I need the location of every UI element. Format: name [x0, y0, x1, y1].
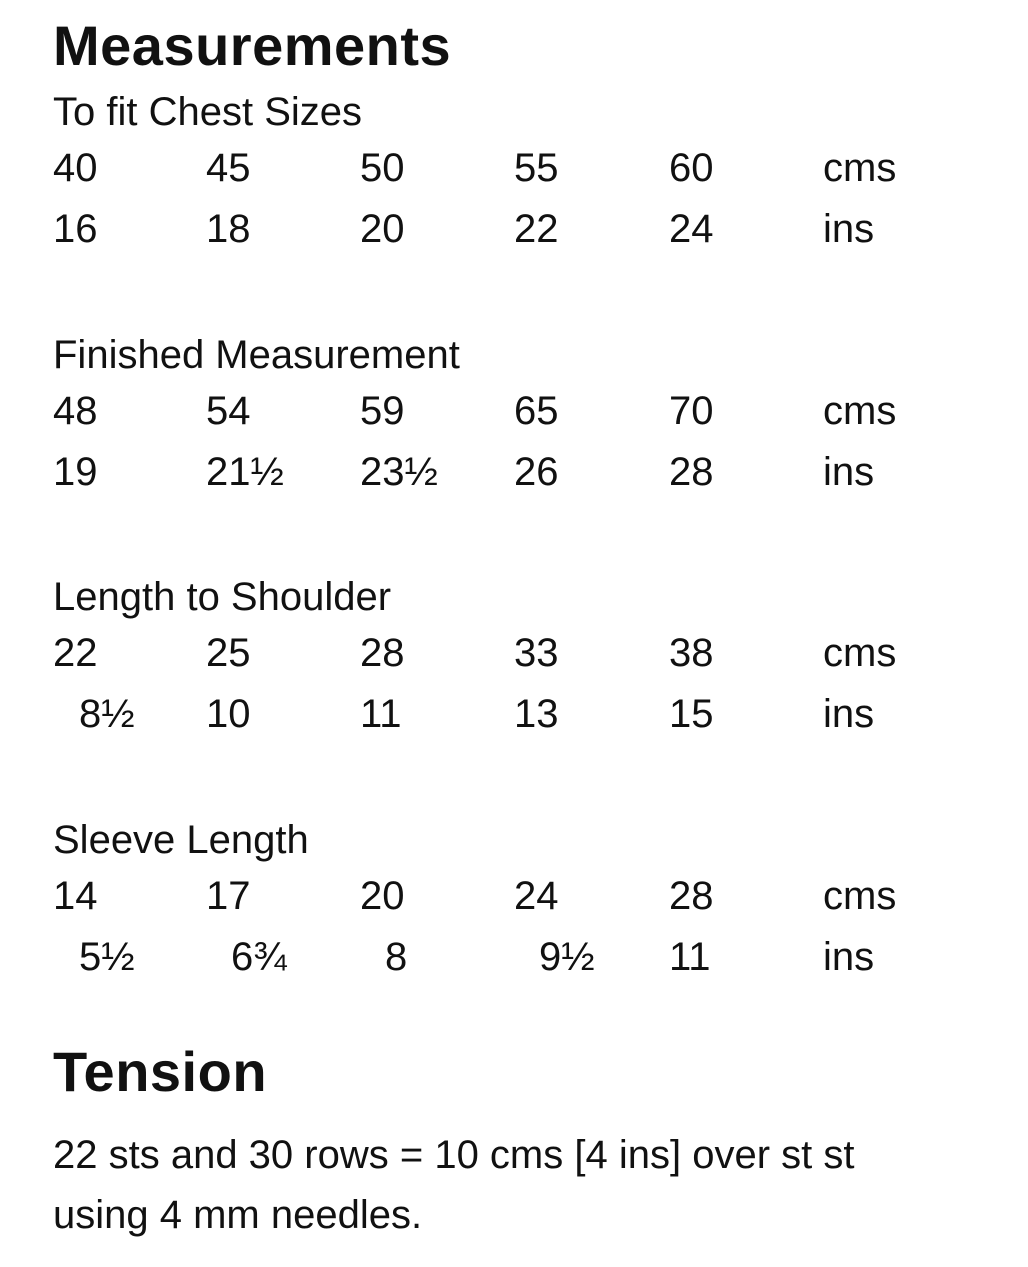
- value-cell: 9½: [539, 935, 595, 979]
- value-cell: 11: [360, 692, 402, 736]
- value-cell: 13: [514, 692, 559, 736]
- tension-line: using 4 mm needles.: [53, 1193, 423, 1237]
- value-cell: 55: [514, 146, 559, 190]
- ins-row: [53, 694, 1013, 755]
- value-cell: 48: [53, 389, 98, 433]
- value-cell: 11: [669, 935, 711, 979]
- value-cell: 28: [669, 450, 714, 494]
- value-cell: 14: [53, 874, 98, 918]
- value-cell: 15: [669, 692, 714, 736]
- cms-row: [53, 633, 1013, 694]
- tension-line: 22 sts and 30 rows = 10 cms [4 ins] over st st: [53, 1133, 855, 1177]
- unit-label: ins: [823, 207, 875, 251]
- value-cell: 8½: [79, 692, 135, 736]
- value-cell: 59: [360, 389, 405, 433]
- ins-row: [53, 209, 1013, 270]
- value-cell: 23½: [360, 450, 438, 494]
- value-cell: 60: [669, 146, 714, 190]
- value-cell: 22: [53, 631, 98, 675]
- value-cell: 24: [669, 207, 714, 251]
- ins-row: [53, 937, 1013, 998]
- unit-label: cms: [823, 146, 897, 190]
- unit-label: ins: [823, 692, 875, 736]
- value-cell: 26: [514, 450, 559, 494]
- value-cell: 25: [206, 631, 251, 675]
- tension-description: [53, 1125, 1013, 1245]
- finished-measurement-section: [53, 335, 1013, 513]
- unit-label: ins: [823, 935, 875, 979]
- section-title: Length to Shoulder: [53, 575, 392, 619]
- value-cell: 24: [514, 874, 559, 918]
- unit-label: cms: [823, 631, 897, 675]
- section-title: Finished Measurement: [53, 333, 460, 377]
- tension-heading: Tension: [53, 1040, 268, 1103]
- cms-row: [53, 148, 1013, 209]
- cms-row: [53, 876, 1013, 937]
- length-to-shoulder-section: [53, 577, 1013, 755]
- value-cell: 18: [206, 207, 251, 251]
- value-cell: 28: [669, 874, 714, 918]
- unit-label: cms: [823, 874, 897, 918]
- value-cell: 21½: [206, 450, 284, 494]
- value-cell: 8: [385, 935, 408, 979]
- chest-sizes-section: [53, 92, 1013, 270]
- value-cell: 6¾: [231, 935, 287, 979]
- value-cell: 10: [206, 692, 251, 736]
- value-cell: 19: [53, 450, 98, 494]
- value-cell: 38: [669, 631, 714, 675]
- value-cell: 20: [360, 874, 405, 918]
- value-cell: 28: [360, 631, 405, 675]
- value-cell: 54: [206, 389, 251, 433]
- value-cell: 50: [360, 146, 405, 190]
- cms-row: [53, 391, 1013, 452]
- value-cell: 20: [360, 207, 405, 251]
- value-cell: 17: [206, 874, 251, 918]
- value-cell: 70: [669, 389, 714, 433]
- ins-row: [53, 452, 1013, 513]
- value-cell: 33: [514, 631, 559, 675]
- unit-label: ins: [823, 450, 875, 494]
- value-cell: 16: [53, 207, 98, 251]
- sleeve-length-section: [53, 820, 1013, 998]
- section-title: Sleeve Length: [53, 818, 309, 862]
- value-cell: 45: [206, 146, 251, 190]
- value-cell: 65: [514, 389, 559, 433]
- value-cell: 40: [53, 146, 98, 190]
- unit-label: cms: [823, 389, 897, 433]
- value-cell: 5½: [79, 935, 135, 979]
- section-title: To fit Chest Sizes: [53, 90, 363, 134]
- value-cell: 22: [514, 207, 559, 251]
- measurements-heading: Measurements: [53, 14, 452, 77]
